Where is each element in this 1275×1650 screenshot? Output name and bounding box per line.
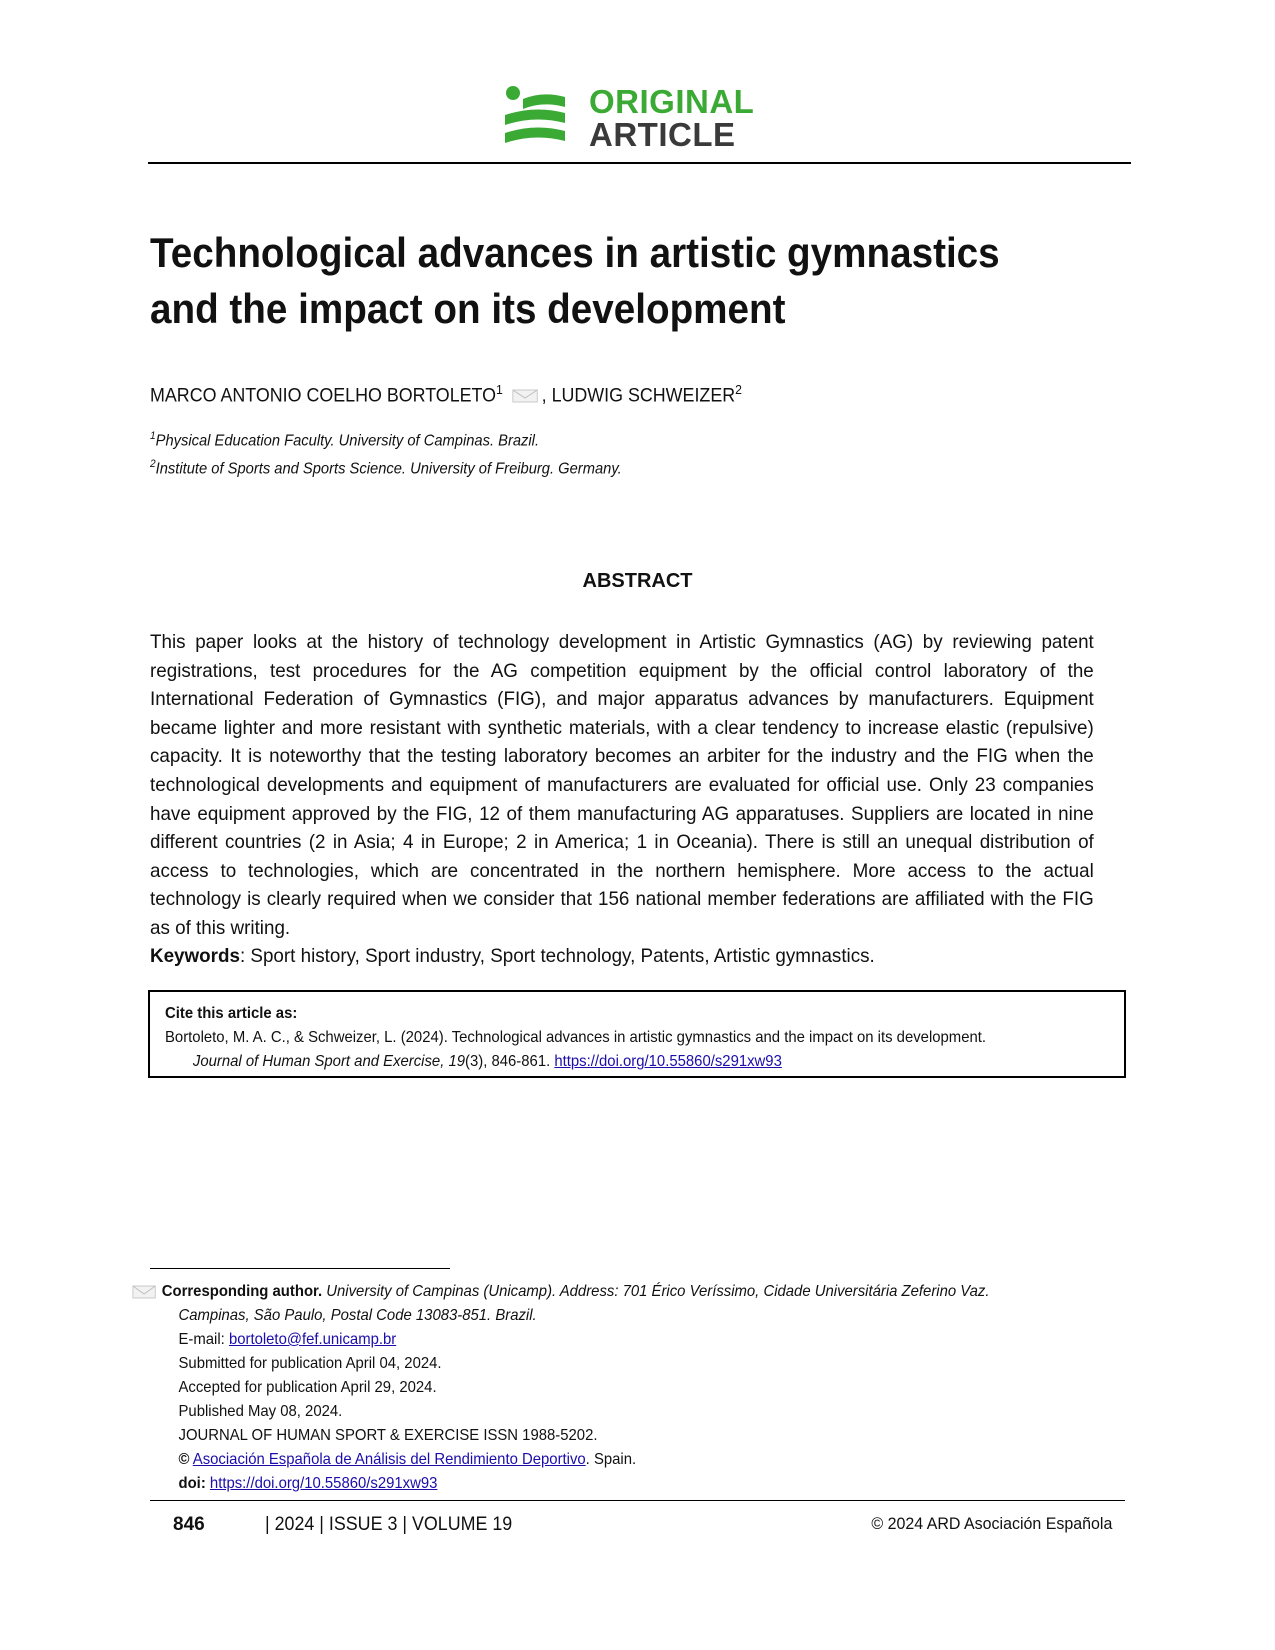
affiliation-1-text: Physical Education Faculty. University of Campinas. Brazil. xyxy=(155,432,540,450)
corresponding-author-note xyxy=(132,1280,1071,1496)
logo-line-original: ORIGINAL xyxy=(589,83,755,120)
logo-text xyxy=(589,85,754,151)
page-number: 846 xyxy=(173,1514,205,1535)
cite-reference: Bortoleto, M. A. C., & Schweizer, L. (2024). Technological advances in artistic gymnastics and the impact on its development. xyxy=(165,1029,987,1046)
cite-heading: Cite this article as: xyxy=(165,1005,298,1022)
doi-label: doi: xyxy=(178,1475,206,1492)
footnote-divider xyxy=(150,1268,450,1269)
author-list xyxy=(150,382,742,407)
envelope-icon[interactable] xyxy=(512,389,538,403)
submitted-date: Submitted for publication April 04, 2024. xyxy=(178,1355,442,1372)
affiliation-1 xyxy=(150,430,539,450)
affiliation-1-number: 1 xyxy=(150,430,156,442)
published-date: Published May 08, 2024. xyxy=(178,1403,343,1420)
association-line xyxy=(132,1448,1071,1472)
envelope-icon xyxy=(132,1285,156,1299)
keywords-label: Keywords xyxy=(150,945,240,967)
author-1: MARCO ANTONIO COELHO BORTOLETO xyxy=(150,385,497,407)
association-country: . Spain. xyxy=(585,1451,637,1468)
email-label: E-mail: xyxy=(178,1331,229,1348)
article-title: Technological advances in artistic gymnastics and the impact on its development xyxy=(150,229,1000,332)
corresponding-label: Corresponding author. xyxy=(161,1283,323,1300)
corresponding-address-2: Campinas, São Paulo, Postal Code 13083-851. Brazil. xyxy=(178,1307,537,1324)
cite-journal: Journal of Human Sport and Exercise, 19 xyxy=(192,1053,466,1070)
issue-info: | 2024 | ISSUE 3 | VOLUME 19 xyxy=(265,1514,513,1535)
footer-divider xyxy=(150,1500,1125,1501)
copyright-symbol: © xyxy=(178,1451,190,1468)
accepted-date: Accepted for publication April 29, 2024. xyxy=(178,1379,437,1396)
affiliation-2-text: Institute of Sports and Sports Science. University of Freiburg. Germany. xyxy=(155,460,622,478)
footer-copyright: © 2024 ARD Asociación Española xyxy=(871,1514,1112,1533)
author-2: LUDWIG SCHWEIZER xyxy=(551,385,736,407)
author-1-affiliation: 1 xyxy=(496,382,503,397)
keywords xyxy=(150,942,1094,970)
abstract-heading: ABSTRACT xyxy=(582,570,693,592)
logo-stripes-icon xyxy=(505,85,567,151)
author-2-affiliation: 2 xyxy=(735,382,742,397)
header-divider xyxy=(148,162,1131,164)
cite-doi-link[interactable]: https://doi.org/10.55860/s291xw93 xyxy=(554,1053,782,1070)
doi-line xyxy=(132,1472,1071,1496)
journal-issn: JOURNAL OF HUMAN SPORT & EXERCISE ISSN 1988-5202. xyxy=(178,1427,598,1444)
cite-box xyxy=(148,990,1126,1078)
affiliation-2-number: 2 xyxy=(150,458,156,470)
keywords-list: : Sport history, Sport industry, Sport technology, Patents, Artistic gymnastics. xyxy=(239,945,875,967)
author-separator: , xyxy=(541,385,552,407)
doi-link[interactable]: https://doi.org/10.55860/s291xw93 xyxy=(209,1475,438,1492)
association-link[interactable]: Asociación Española de Análisis del Rendimiento Deportivo xyxy=(192,1451,586,1468)
email-link[interactable]: bortoleto@fef.unicamp.br xyxy=(228,1331,397,1348)
cite-issue: (3), 846-861. xyxy=(465,1053,555,1070)
logo-line-article: ARTICLE xyxy=(589,116,736,153)
corresponding-address-1: University of Campinas (Unicamp). Address: 701 Érico Veríssimo, Cidade Universitária Zeferino Vaz. xyxy=(322,1283,990,1300)
abstract-text: This paper looks at the history of technology development in Artistic Gymnastics (AG) by reviewing patent registrations, test procedures for the AG competition equipment by the official control laboratory of the International Federation of Gymnastics (FIG), and major apparatus advances by manufacturers. Equipment became lighter and more resistant with synthetic materials, with a clear tendency to increase elastic (repulsive) capacity. It is noteworthy that the testing laboratory becomes an arbiter for the industry and the FIG when the technological developments and equipment of manufacturers are evaluated for official use. Only 23 companies have equipment approved by the FIG, 12 of them manufacturing AG apparatuses. Suppliers are located in nine different countries (2 in Asia; 4 in Europe; 2 in America; 1 in Oceania). There is still an unequal distribution of access to technologies, which are concentrated in the northern hemisphere. More access to the actual technology is clearly required when we consider that 156 national member federations are affiliated with the FIG as of this writing. xyxy=(150,631,1094,939)
cite-journal-line xyxy=(165,1050,1086,1074)
email-line xyxy=(132,1328,1071,1352)
original-article-logo xyxy=(505,85,785,151)
affiliation-2 xyxy=(150,458,622,478)
